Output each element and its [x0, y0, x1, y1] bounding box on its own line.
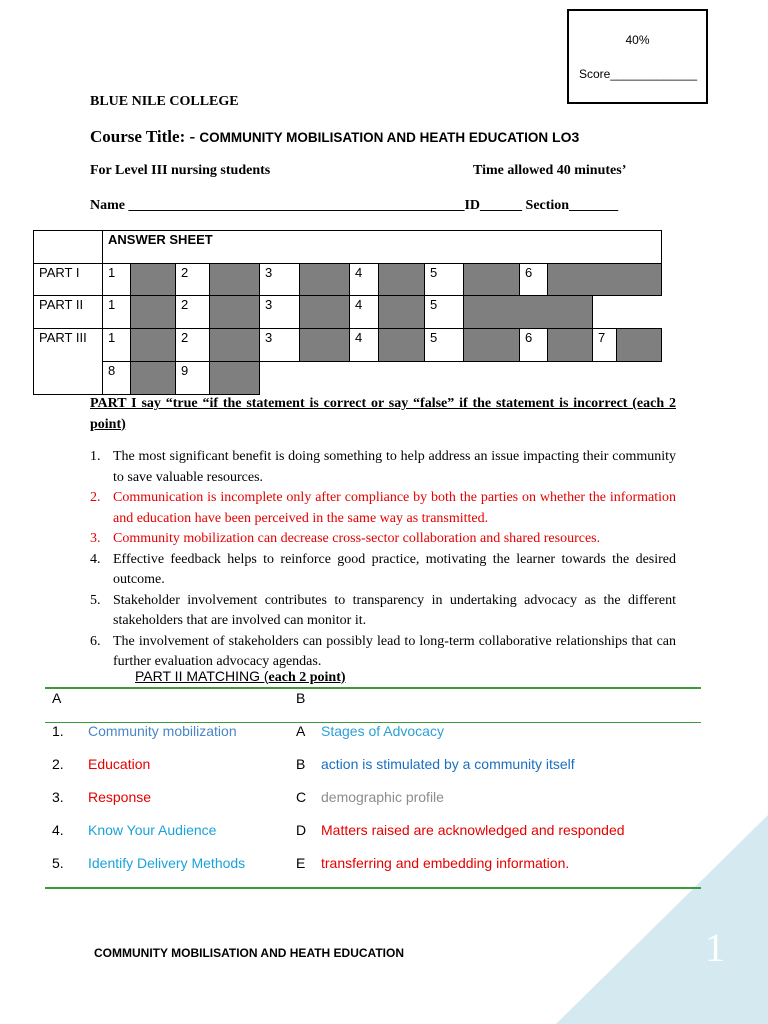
part3-num: 8 [102, 361, 131, 395]
part2-num: 1 [102, 295, 131, 329]
page-number: 1 [705, 925, 725, 970]
match-item-a: Education [88, 756, 151, 772]
row-label-part1: PART I [33, 263, 103, 296]
part3-num: 1 [102, 328, 131, 362]
question-text: Communication is incomplete only after compliance by both the parties on whether the information and education have been perceived in the same way as transmitted. [113, 490, 676, 526]
part3-answer-box[interactable] [299, 328, 350, 362]
match-item-b: action is stimulated by a community itself [321, 756, 575, 772]
part1-instruction: PART I say “true “if the statement is correct or say “false” if the statement is incorrect (each 2 point) [90, 396, 676, 432]
footer-text: COMMUNITY MOBILISATION AND HEATH EDUCATION [94, 946, 404, 960]
part1-num: 5 [424, 263, 464, 296]
part3-num: 7 [592, 328, 617, 362]
part3-answer-box[interactable] [616, 328, 662, 362]
score-box [567, 9, 708, 104]
part3-num: 4 [349, 328, 379, 362]
score-percent: 40% [625, 33, 650, 47]
part2-title-a: PART II MATCHING ( [135, 668, 269, 684]
match-item-a: Know Your Audience [88, 822, 217, 838]
match-number: 3. [52, 789, 64, 805]
part2-title-b: each 2 point) [268, 670, 346, 685]
part1-num: 1 [102, 263, 131, 296]
match-letter: D [296, 822, 307, 838]
part2-answer-box[interactable] [299, 295, 350, 329]
part1-num: 4 [349, 263, 379, 296]
part2-answer-box[interactable] [463, 295, 593, 329]
question-number: 4. [90, 551, 101, 567]
part3-answer-box[interactable] [378, 328, 425, 362]
column-b-header: B [296, 690, 306, 706]
part3-num: 2 [175, 328, 210, 362]
matching-bottom-rule [45, 887, 701, 889]
match-item-b: Stages of Advocacy [321, 723, 444, 739]
level-text: For Level III nursing students [90, 163, 271, 178]
part3-num: 6 [519, 328, 548, 362]
question-text: Stakeholder involvement contributes to transparency in undertaking advocacy as the different stakeholders that are involved can monitor it. [113, 592, 676, 628]
question-item [90, 632, 676, 673]
part2-answer-box[interactable] [378, 295, 425, 329]
part2-title [135, 668, 346, 686]
name-line: Name ________________________________________________ID______ Section_______ [90, 198, 619, 213]
part3-answer-box[interactable] [209, 361, 260, 395]
match-item-a: Community mobilization [88, 723, 237, 739]
part2-num: 3 [259, 295, 300, 329]
part1-questions [90, 447, 676, 673]
course-code: LO3 [548, 129, 580, 145]
part2-answer-box[interactable] [209, 295, 260, 329]
row-label-part3: PART III [33, 328, 103, 395]
question-number: 1. [90, 449, 101, 464]
part1-num: 3 [259, 263, 300, 296]
college-name: BLUE NILE COLLEGE [90, 94, 239, 109]
part3-num: 5 [424, 328, 464, 362]
part2-num: 5 [424, 295, 464, 329]
answer-sheet-corner [33, 230, 103, 264]
match-letter: A [296, 723, 306, 739]
part3-answer-box[interactable] [209, 328, 260, 362]
question-text: The involvement of stakeholders can possibly lead to long-term collaborative relationships that can further evaluation advocacy agendas. [113, 633, 676, 669]
part2-num: 4 [349, 295, 379, 329]
match-number: 2. [52, 756, 64, 772]
part2-num: 2 [175, 295, 210, 329]
question-number: 2. [90, 490, 101, 505]
score-label: Score_____________ [579, 67, 698, 81]
part1-answer-box[interactable] [547, 263, 662, 296]
part3-answer-box[interactable] [130, 361, 176, 395]
match-letter: B [296, 756, 306, 772]
part2-answer-box[interactable] [130, 295, 176, 329]
part1-answer-box[interactable] [299, 263, 350, 296]
question-item [90, 529, 676, 550]
match-letter: E [296, 855, 306, 871]
question-number: 3. [90, 531, 101, 546]
matching-top-rule [45, 687, 701, 689]
match-item-b: transferring and embedding information. [321, 855, 570, 871]
question-item [90, 488, 676, 529]
part3-answer-box[interactable] [130, 328, 176, 362]
course-name: COMMUNITY MOBILISATION AND HEATH EDUCATION [199, 130, 549, 145]
course-title [90, 127, 579, 147]
match-item-a: Response [88, 789, 152, 805]
part3-num: 3 [259, 328, 300, 362]
part1-answer-box[interactable] [130, 263, 176, 296]
match-item-b: demographic profile [321, 789, 444, 805]
part3-num: 9 [175, 361, 210, 395]
part1-answer-box[interactable] [378, 263, 425, 296]
part3-answer-box[interactable] [463, 328, 520, 362]
part1-num: 2 [175, 263, 210, 296]
part3-answer-box[interactable] [547, 328, 593, 362]
question-item [90, 447, 676, 488]
question-item [90, 550, 676, 591]
match-item-a: Identify Delivery Methods [88, 855, 246, 871]
question-text: Effective feedback helps to reinforce good practice, motivating the learner towards the desired outcome. [113, 551, 676, 587]
column-a-header: A [52, 690, 62, 706]
time-allowed: Time allowed 40 minutes’ [473, 163, 627, 178]
answer-sheet-title: ANSWER SHEET [102, 230, 662, 264]
part1-num: 6 [519, 263, 548, 296]
question-text: The most significant benefit is doing something to help address an issue impacting their community to save valuable resources. [113, 449, 676, 485]
part1-answer-box[interactable] [463, 263, 520, 296]
question-number: 6. [90, 633, 101, 649]
question-item [90, 591, 676, 632]
question-number: 5. [90, 592, 101, 608]
match-number: 5. [52, 855, 64, 871]
match-number: 4. [52, 822, 64, 838]
part1-answer-box[interactable] [209, 263, 260, 296]
question-text: Community mobilization can decrease cross-sector collaboration and shared resources. [113, 531, 601, 546]
row-label-part2: PART II [33, 295, 103, 329]
match-number: 1. [52, 723, 64, 739]
course-prefix: Course Title: - [90, 127, 200, 146]
match-letter: C [296, 789, 307, 805]
match-item-b: Matters raised are acknowledged and responded [321, 822, 625, 838]
